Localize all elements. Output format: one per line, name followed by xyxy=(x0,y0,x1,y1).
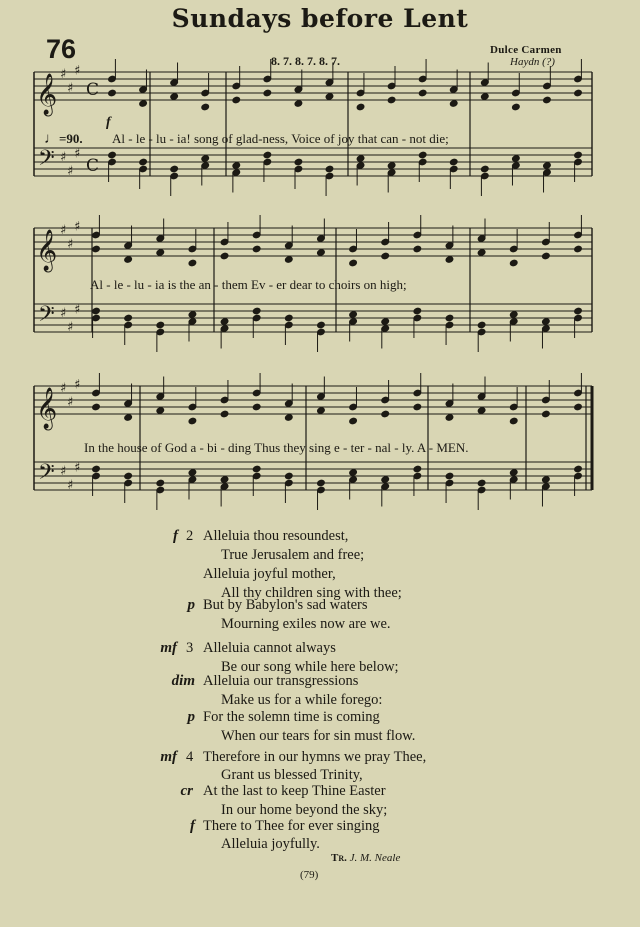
note-head xyxy=(381,318,390,326)
lyric-line-1: Al - le - lu - ia! song of glad-ness, Voice of joy that can - not die; xyxy=(112,131,449,146)
note-head xyxy=(325,93,334,101)
verse-dynamic: dim xyxy=(171,673,195,689)
note-head xyxy=(284,414,293,422)
verse-dynamic: cr xyxy=(180,783,193,799)
sharp-icon: ♯ xyxy=(60,223,67,238)
translator-name: J. M. Neale xyxy=(349,852,401,864)
note-head xyxy=(252,465,261,473)
translator-prefix: Tr. xyxy=(331,852,347,864)
note-head xyxy=(413,245,422,253)
sharp-icon: ♯ xyxy=(60,67,67,82)
note-head xyxy=(156,249,165,257)
note-head xyxy=(294,100,303,108)
note-head xyxy=(170,165,179,173)
note-head xyxy=(317,321,326,329)
note-head xyxy=(509,259,518,267)
note-head xyxy=(124,256,133,264)
note-head xyxy=(449,158,458,166)
lyric-line-2: Al - le - lu - ia is the an - them Ev - er dear to choirs on high; xyxy=(90,277,407,292)
verse-dynamic: mf xyxy=(160,749,177,765)
lyric-line-3: In the house of God a - bi - ding Thus they sing e - ter - nal - ly. A - MEN. xyxy=(84,440,469,455)
sharp-icon: ♯ xyxy=(67,237,74,252)
sharp-icon: ♯ xyxy=(67,164,74,179)
verse-line: Alleluia our transgressions xyxy=(203,673,359,689)
note-head xyxy=(574,307,583,315)
note-head xyxy=(317,249,326,257)
sharp-icon: ♯ xyxy=(67,395,74,410)
tune-name: Dulce Carmen xyxy=(490,44,562,56)
bass-clef-icon: 𝄢 xyxy=(38,146,55,176)
note-head xyxy=(232,96,241,104)
note-head xyxy=(542,252,551,260)
note-head xyxy=(480,165,489,173)
verse-line: Make us for a while forego: xyxy=(221,692,383,708)
note-head xyxy=(445,414,454,422)
note-head xyxy=(574,245,583,253)
sharp-icon: ♯ xyxy=(74,146,81,162)
note-head xyxy=(188,469,197,477)
sharp-icon: ♯ xyxy=(67,81,74,96)
note-head xyxy=(543,96,552,104)
note-head xyxy=(108,151,117,159)
note-head xyxy=(232,162,241,170)
note-head xyxy=(124,314,133,322)
verse-line: All thy children sing with thee; xyxy=(221,585,402,601)
note-head xyxy=(543,162,552,170)
note-head xyxy=(139,100,148,108)
note-head xyxy=(381,252,390,260)
sharp-icon: ♯ xyxy=(60,381,67,396)
note-head xyxy=(201,103,210,111)
quarter-note-icon: ♩ xyxy=(44,131,59,147)
note-head xyxy=(220,410,229,418)
note-head xyxy=(356,103,365,111)
note-head xyxy=(92,245,101,253)
verse-number: 3 xyxy=(186,640,194,656)
note-head xyxy=(509,311,518,319)
note-head xyxy=(156,479,165,487)
note-head xyxy=(574,151,583,159)
note-head xyxy=(477,479,486,487)
note-head xyxy=(92,307,101,315)
note-head xyxy=(252,245,261,253)
sharp-icon: ♯ xyxy=(67,478,74,493)
dynamic-forte: f xyxy=(106,115,111,130)
note-head xyxy=(349,469,358,477)
sharp-icon: ♯ xyxy=(74,63,81,79)
verse-line: Alleluia joyful mother, xyxy=(203,566,336,582)
note-head xyxy=(284,472,293,480)
time-signature: C xyxy=(86,156,100,176)
note-head xyxy=(413,465,422,473)
verse-dynamic: f xyxy=(190,818,195,834)
verse-line: At the last to keep Thine Easter xyxy=(203,783,386,799)
note-head xyxy=(381,410,390,418)
treble-clef-icon: 𝄞 xyxy=(36,74,58,115)
note-head xyxy=(509,417,518,425)
note-head xyxy=(542,476,551,484)
sharp-icon: ♯ xyxy=(67,320,74,335)
note-head xyxy=(263,89,272,97)
note-head xyxy=(445,472,454,480)
note-head xyxy=(156,407,165,415)
note-head xyxy=(252,403,261,411)
page-title: Sundays before Lent xyxy=(171,4,469,33)
note-head xyxy=(188,417,197,425)
note-head xyxy=(512,103,521,111)
note-head xyxy=(284,256,293,264)
verse-dynamic: mf xyxy=(160,640,177,656)
note-head xyxy=(445,314,454,322)
verse-line: Be our song while here below; xyxy=(221,659,399,675)
note-head xyxy=(108,89,117,97)
verse-number: 4 xyxy=(186,749,194,765)
note-head xyxy=(413,403,422,411)
verse-line: Mourning exiles now are we. xyxy=(221,616,391,632)
note-head xyxy=(387,162,396,170)
verse-line: Grant us blessed Trinity, xyxy=(221,767,363,783)
note-head xyxy=(188,311,197,319)
note-head xyxy=(349,259,358,267)
note-head xyxy=(220,252,229,260)
verse-line: When our tears for sin must flow. xyxy=(221,728,416,744)
note-head xyxy=(509,469,518,477)
sharp-icon: ♯ xyxy=(60,150,67,165)
verse-line: There to Thee for ever singing xyxy=(203,818,380,834)
note-head xyxy=(477,249,486,257)
note-head xyxy=(477,407,486,415)
note-head xyxy=(220,318,229,326)
page-number: (79) xyxy=(300,869,319,881)
composer: Haydn (?) xyxy=(510,56,555,68)
note-head xyxy=(220,476,229,484)
note-head xyxy=(449,100,458,108)
note-head xyxy=(387,96,396,104)
bass-clef-icon: 𝄢 xyxy=(38,302,55,332)
note-head xyxy=(418,89,427,97)
bass-clef-icon: 𝄢 xyxy=(38,460,55,490)
note-head xyxy=(445,256,454,264)
verse-line: In our home beyond the sky; xyxy=(221,802,388,818)
tempo-value: =90. xyxy=(59,131,83,146)
sharp-icon: ♯ xyxy=(60,464,67,479)
verse-line: Therefore in our hymns we pray Thee, xyxy=(203,749,427,765)
sharp-icon: ♯ xyxy=(74,460,81,476)
note-head xyxy=(512,155,521,163)
note-head xyxy=(156,321,165,329)
sharp-icon: ♯ xyxy=(74,377,81,393)
note-head xyxy=(574,89,583,97)
note-head xyxy=(317,479,326,487)
note-head xyxy=(542,318,551,326)
note-head xyxy=(574,403,583,411)
note-head xyxy=(349,311,358,319)
verse-line: But by Babylon's sad waters xyxy=(203,597,368,613)
sharp-icon: ♯ xyxy=(74,219,81,235)
tempo-mark xyxy=(44,131,83,148)
sharp-icon: ♯ xyxy=(60,306,67,321)
note-head xyxy=(92,465,101,473)
verse-line: Alleluia joyfully. xyxy=(221,836,320,852)
verse-dynamic: p xyxy=(187,597,195,613)
note-head xyxy=(356,155,365,163)
treble-clef-icon: 𝄞 xyxy=(36,230,58,271)
note-head xyxy=(349,417,358,425)
note-head xyxy=(480,93,489,101)
note-head xyxy=(139,158,148,166)
note-head xyxy=(263,151,272,159)
verse-number: 2 xyxy=(186,528,194,544)
note-head xyxy=(284,314,293,322)
translator-credit xyxy=(331,852,400,864)
note-head xyxy=(325,165,334,173)
verse-line: Alleluia cannot always xyxy=(203,640,336,656)
note-head xyxy=(170,93,179,101)
sharp-icon: ♯ xyxy=(74,302,81,318)
verse-line: For the solemn time is coming xyxy=(203,709,380,725)
note-head xyxy=(124,414,133,422)
time-signature: C xyxy=(86,80,100,100)
note-head xyxy=(477,321,486,329)
note-head xyxy=(574,465,583,473)
verse-line: True Jerusalem and free; xyxy=(221,547,365,563)
note-head xyxy=(201,155,210,163)
note-head xyxy=(381,476,390,484)
note-head xyxy=(188,259,197,267)
note-head xyxy=(542,410,551,418)
note-head xyxy=(294,158,303,166)
note-head xyxy=(92,403,101,411)
note-head xyxy=(317,407,326,415)
note-head xyxy=(124,472,133,480)
verse-dynamic: p xyxy=(187,709,195,725)
treble-clef-icon: 𝄞 xyxy=(36,388,58,429)
note-head xyxy=(418,151,427,159)
verse-dynamic: f xyxy=(173,528,178,544)
meter: 8. 7. 8. 7. 8. 7. xyxy=(271,54,340,68)
hymn-number: 76 xyxy=(46,34,77,64)
note-head xyxy=(252,307,261,315)
verse-line: Alleluia thou resoundest, xyxy=(203,528,349,544)
note-head xyxy=(413,307,422,315)
